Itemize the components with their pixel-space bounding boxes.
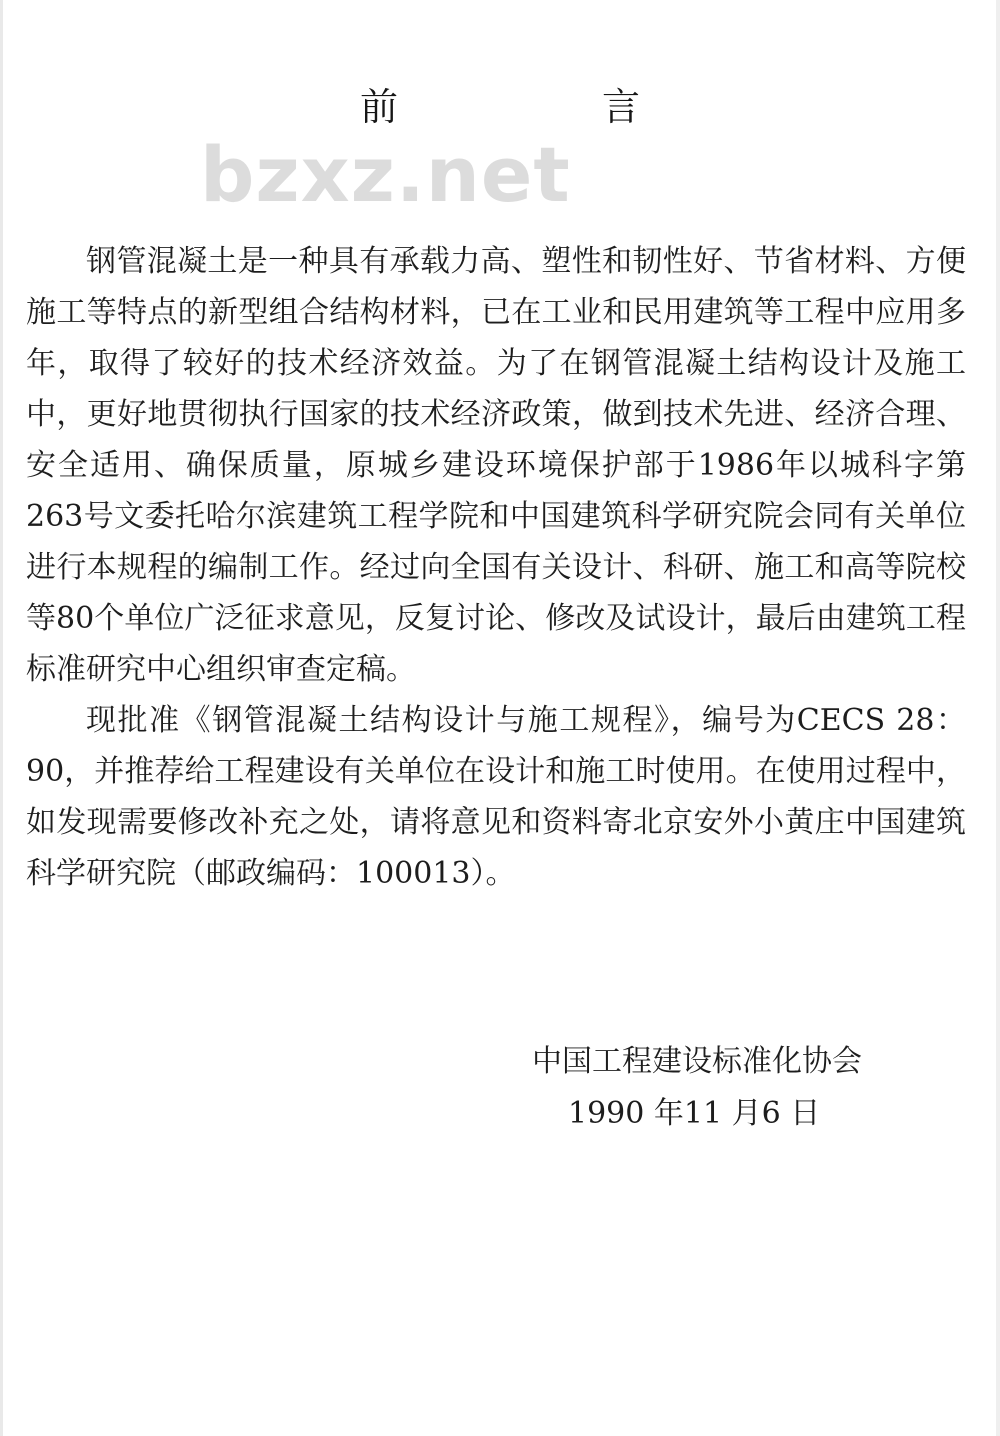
page-left-edge	[0, 0, 3, 1436]
signature-date: 1990 年11 月6 日	[568, 1096, 821, 1131]
page-right-edge	[996, 0, 1000, 1436]
signature-organization: 中国工程建设标准化协会	[532, 1044, 862, 1079]
preface-body	[26, 236, 966, 899]
watermark-text: bzxz.net	[200, 130, 571, 219]
signature-block	[532, 1036, 952, 1140]
paragraph-2: 现批准《钢管混凝土结构设计与施工规程》，编号为CECS 28：90，并推荐给工程建设有关单位在设计和施工时使用。在使用过程中，如发现需要修改补充之处，请将意见和资料寄北京安外小黄庄中国建筑科学研究院（邮政编码：100013）。	[26, 703, 966, 891]
page-title: 前 言	[359, 85, 737, 129]
paragraph-1: 钢管混凝土是一种具有承载力高、塑性和韧性好、节省材料、方便施工等特点的新型组合结构材料，已在工业和民用建筑等工程中应用多年，取得了较好的技术经济效益。为了在钢管混凝土结构设计及施工中，更好地贯彻执行国家的技术经济政策，做到技术先进、经济合理、安全适用、确保质量，原城乡建设环境保护部于1986年以城科字第263号文委托哈尔滨建筑工程学院和中国建筑科学研究院会同有关单位进行本规程的编制工作。经过向全国有关设计、科研、施工和高等院校等80个单位广泛征求意见，反复讨论、修改及试设计，最后由建筑工程标准研究中心组织审查定稿。	[26, 244, 966, 687]
